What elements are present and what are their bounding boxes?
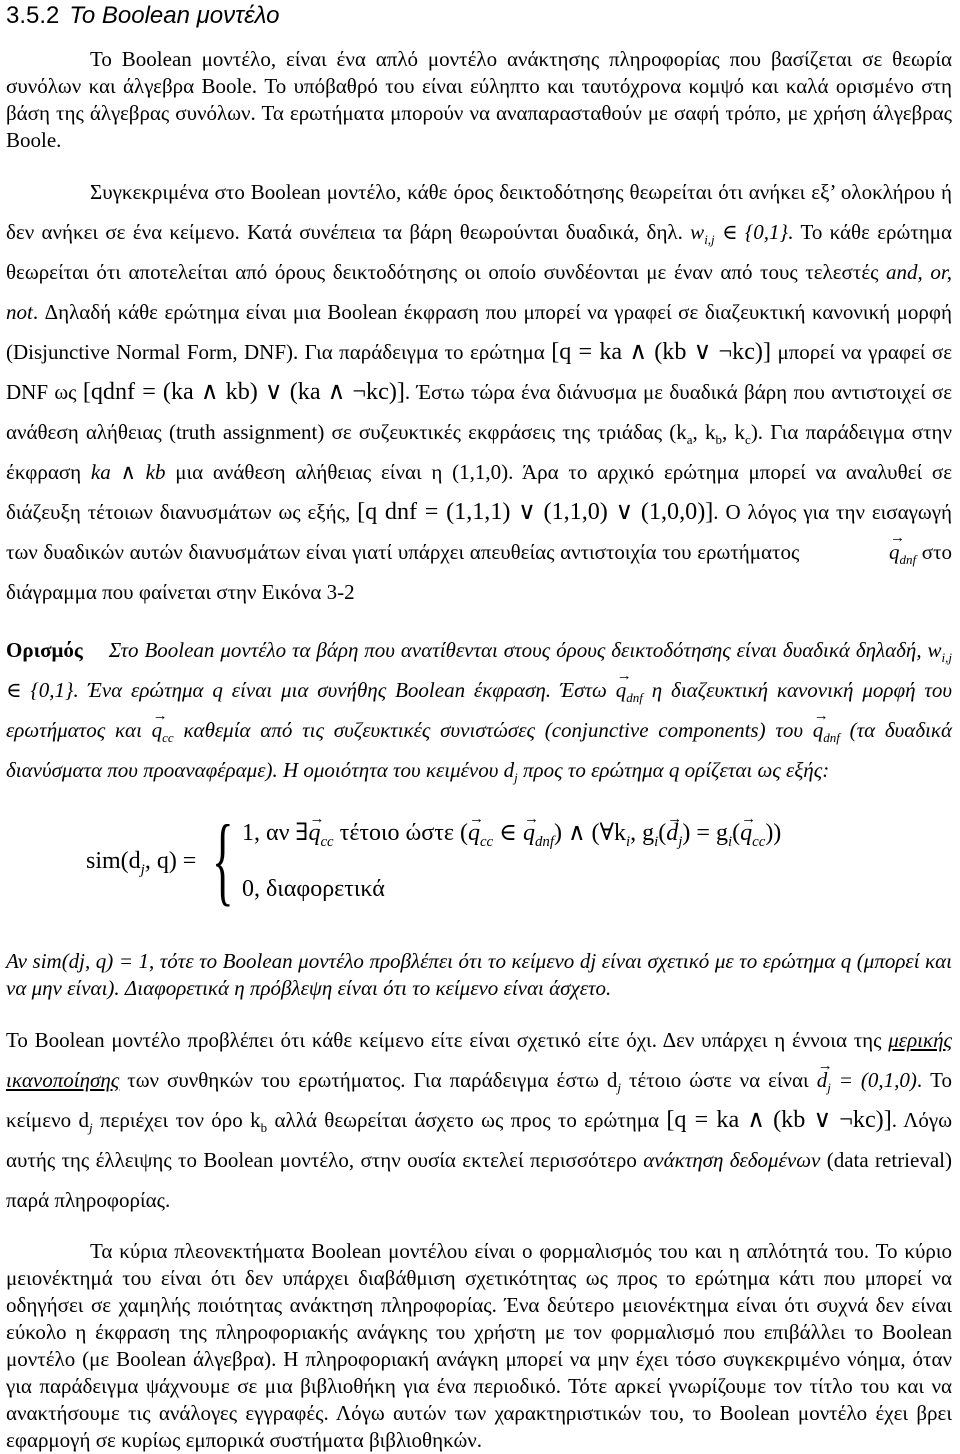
paragraph-boolean-definition: Συγκεκριμένα στο Boolean μοντέλο, κάθε όρος δεικτοδότησης θεωρείται ότι ανήκει εξ’ ολοκλήρου ή δεν ανήκει σε ένα κείμενο. Κατά συνέπεια τα βάρη θεωρούνται δυαδικά, δηλ. $w_{i,j}$ ∈ {0,1}. Το κάθε ερώτημα θεωρείται ότι αποτελείται από όρους δεικτοδότησης οι οποίο συνδέονται με έναν από τους τελεστές and, or, not. Δηλαδή κάθε ερώτημα είναι μια Boolean έκφραση που μπορεί να γραφεί σε διαζευκτική κανονική μορφή (Disjunctive Normal Form, DNF). Για παράδειγμα το ερώτημα [q = ka ∧ (kb ∨ ¬kc)] μπορεί να γραφεί σε DNF ως [qdnf = (ka ∧ kb) ∨ (ka ∧ ¬kc)]. Έστω τώρα ένα διάνυσμα με δυαδικά βάρη που αντιστοιχεί σε ανάθεση αλήθειας (truth assignment) σε συζευκτικές εκφράσεις της τριάδας ($k_a$, $k_b$, $k_c$). Για παράδειγμα στην έκφραση ka ∧ kb μια ανάθεση αλήθειας είναι η (1,1,0). Άρα το αρχικό ερώτημα μπορεί να αναλυθεί σε διάζευξη τέτοιων διανυσμάτων ως εξής, [q dnf = (1,1,1) ∨ (1,1,0) ∨ (1,0,0)]. Ο λόγος για την εισαγωγή των δυαδικών αυτών διανυσμάτων είναι γιατί υπάρχει απευθείας αντιστοιχία του $\varepsilon\rho\omega\tau ή\mu\alpha\tau o\varsigma \to q_{dnf}$ στο διάγραμμα που φαίνεται στην Εικόνα 3-2 — [6, 172, 952, 612]
definition-label: Ορισμός — [6, 638, 83, 662]
paragraph-advantages: Τα κύρια πλεονεκτήματα Boolean μοντέλου είναι ο φορμαλισμός του και η απλότητά του. Το κύριο μειονέκτημά του είναι ότι δεν υπάρχει διαβάθμιση σχετικότητας ως προς το ερώτημα κάτι που μπορεί να οδηγήσει σε χαμηλής ποιότητας ανάκτηση πληροφορίας. Ένα δεύτερο μειονέκτημα είναι ότι συχνά δεν είναι εύκολο η έκφραση της πληροφοριακής ανάγκης του χρήστη με τον φορμαλισμό που επιβάλλει το Boolean μοντέλο (με Boolean άλγεβρα). Η πληροφοριακή ανάγκη μπορεί να μην έχει τόσο συγκεκριμένο νόημα, όταν για παράδειγμα ψάχνουμε σε μια βιβλιοθήκη για ένα περιοδικό. Τότε αρκεί γνωρίζουμε τον τίτλο του και να ανακτήσουμε τις ανάλογες εγγραφές. Λόγω αυτών των χαρακτηριστικών του, το Boolean μοντέλο έχει βρει εφαρμογή σε κυρίως εμπορικά συστήματα βιβλιοθηκών. — [6, 1239, 952, 1452]
section-title: Το Boolean μοντέλο — [69, 2, 280, 29]
section-heading — [6, 2, 952, 30]
definition-paragraph: Ορισμός Στο Boolean μοντέλο τα βάρη που ανατίθενται στους όρους δεικτοδότησης είναι δυαδικά δηλαδή, $w_{i,j}$ ∈ {0,1}. Ένα ερώτημα q είναι μια συνήθης Boolean έκφραση. $Έ\sigma\tau\omega \to q_{dnf}$ η διαζευκτική κανονική μορφή του ερωτήματος $\kappa\alpha\iota \to q_{cc}$ καθεμία από τις συζευκτικές συνιστώσες (conjunctive components) $\tau o\upsilon \to q_{dnf}$ (τα δυαδικά διανύσματα που προαναφέραμε). Η ομοιότητα του κειμένου $d_j$ προς το ερώτημα q ορίζεται ως εξής: — [6, 630, 952, 790]
section-number: 3.5.2 — [6, 2, 60, 29]
paragraph-sim-interpretation: Αν sim(dj, q) = 1, τότε το Boolean μοντέλο προβλέπει ότι το κείμενο dj είναι σχετικό με το ερώτημα q (μπορεί και να μην είναι). Διαφορετικά η πρόβλεψη είναι ότι το κείμενο είναι άσχετο. — [6, 949, 952, 1000]
similarity-formula: $sim(d_j$, q) = { 1, αν ∃→ $q_{cc}$ τέτοιο ώστε (→ $q_{cc}$ ∈ → $q_{dnf}$) ∧ ($\forall k_i$, $g_i(\to d_j) = g_i(\to q_{cc})$) 0, διαφορετικά — [6, 808, 952, 924]
paragraph-partial-match: Το Boolean μοντέλο προβλέπει ότι κάθε κείμενο είτε είναι σχετικό είτε όχι. Δεν υπάρχει η έννοια της μερικής ικανοποίησης των συνθηκών του ερωτήματος. Για παράδειγμα έστω $d_j$ τέτοιο ώστε να $\varepsilon ί\nu\alpha\iota \to d_j = (0,1,0)$. Το κείμενο $d_j$ περιέχει τον όρο $k_b$ αλλά θεωρείται άσχετο ως προς το ερώτημα [q = ka ∧ (kb ∨ ¬kc)]. Λόγω αυτής της έλλειψης το Boolean μοντέλο, στην ουσία εκτελεί περισσότερο ανάκτηση δεδομένων (data retrieval) παρά πληροφορίας. — [6, 1020, 952, 1220]
paragraph-intro: Το Boolean μοντέλο, είναι ένα απλό μοντέλο ανάκτησης πληροφορίας που βασίζεται σε θεωρία συνόλων και άλγεβρα Boole. Το υπόβαθρό του είναι εύληπτο και ταυτόχρονα κομψό και καλά ορισμένο στη βάση της άλγεβρας συνόλων. Τα ερωτήματα μπορούν να αναπαρασταθούν με σαφή τρόπο, με χρήση άλγεβρας Boole. — [6, 47, 952, 152]
vector-expression: [q dnf = (1,1,1) ∨ (1,1,0) ∨ (1,0,0)] — [357, 498, 714, 525]
case-brace: { — [212, 804, 234, 915]
query-expression: [q = ka ∧ (kb ∨ ¬kc)] — [551, 338, 771, 365]
kakb-expression: ka ∧ kb — [90, 460, 166, 484]
document-page — [0, 2, 960, 1452]
dnf-expression: [qdnf = (ka ∧ kb) ∨ (ka ∧ ¬kc)] — [82, 378, 405, 405]
